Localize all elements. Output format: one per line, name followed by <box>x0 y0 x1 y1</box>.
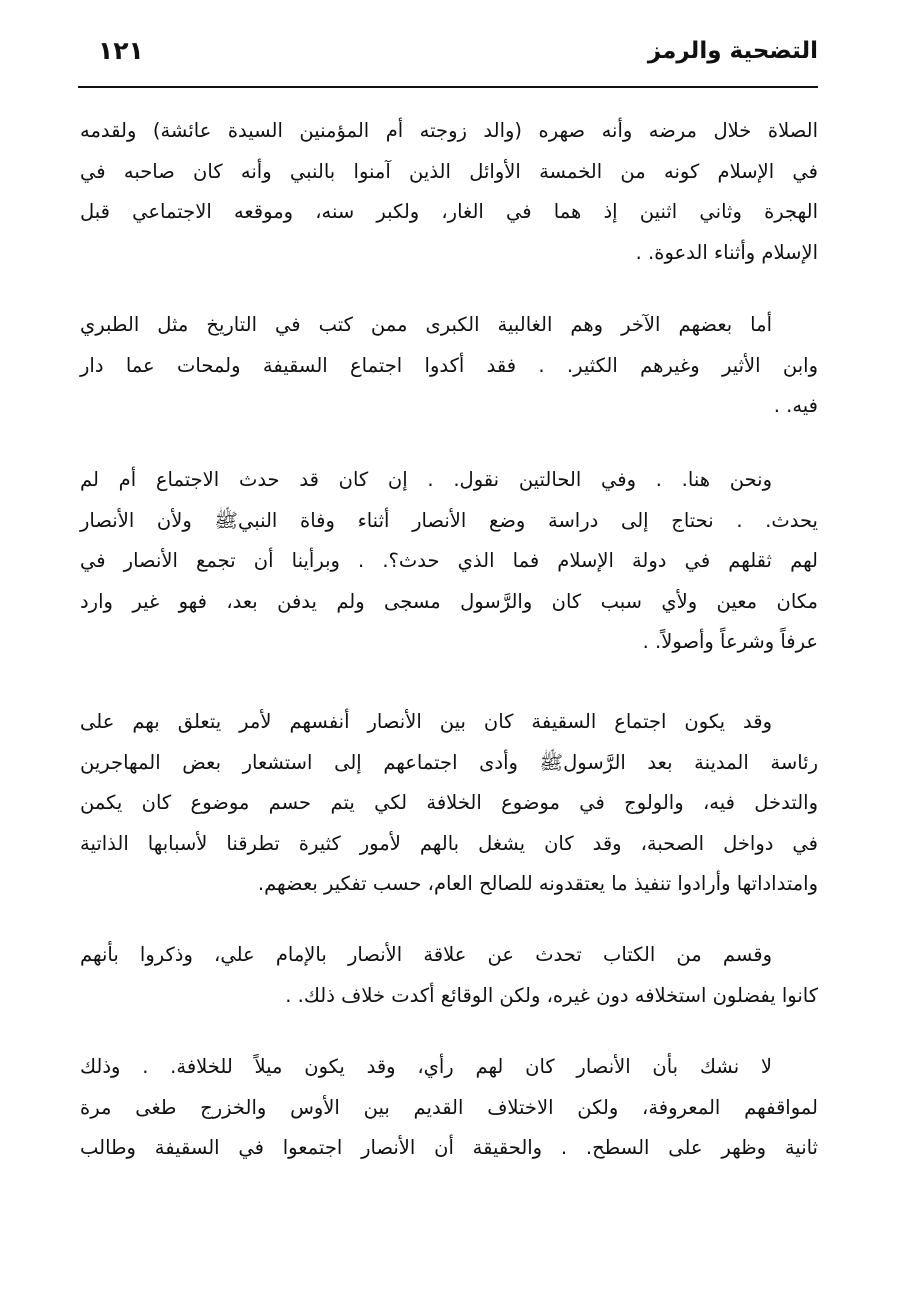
paragraph-3 <box>80 460 818 663</box>
running-title: التضحية والرمز <box>647 38 818 64</box>
text-line: وقد يكون اجتماع السقيفة كان بين الأنصار أنفسهم لأمر يتعلق بهم على <box>80 710 772 733</box>
text-line: في دواخل الصحبة، وقد كان يشغل بالهم لأمور كثيرة تطرقنا لأسبابها الذاتية <box>80 831 818 855</box>
page-number: ١٢١ <box>98 36 144 65</box>
text-line: ونحن هنا. . وفي الحالتين نقول. . إن كان قد حدث الاجتماع أم لم <box>80 468 772 491</box>
text-line: وامتداداتها وأرادوا تنفيذ ما يعتقدونه للصالح العام، حسب تفكير بعضهم. <box>257 872 818 895</box>
text-line: رئاسة المدينة بعد الرَّسولﷺ وأدى اجتماعهم إلى استشعار بعض المهاجرين <box>80 750 818 774</box>
text-line: لمواقفهم المعروفة، ولكن الاختلاف القديم بين الأوس والخزرج طغى مرة <box>80 1095 818 1119</box>
text-line: وابن الأثير وغيرهم الكثير. . فقد أكدوا اجتماع السقيفة ولمحات عما دار <box>80 353 818 377</box>
paragraph-2 <box>80 305 818 427</box>
header-divider <box>78 86 818 88</box>
paragraph-1 <box>80 111 818 273</box>
text-line: لهم ثقلهم في دولة الإسلام فما الذي حدث؟. . وبرأينا أن تجمع الأنصار في <box>80 549 818 572</box>
text-line: الهجرة وثاني اثنين إذ هما في الغار، ولكبر سنه، وموقعه الاجتماعي قبل <box>80 200 818 223</box>
text-line: الصلاة خلال مرضه وأنه صهره (والد زوجته أم المؤمنين السيدة عائشة) ولقدمه <box>80 119 818 142</box>
text-line: لا نشك بأن الأنصار كان لهم رأي، وقد يكون ميلاً للخلافة. . وذلك <box>80 1055 772 1078</box>
text-line: عرفاً وشرعاً وأصولاً. . <box>642 630 818 653</box>
paragraph-4 <box>80 702 818 905</box>
text-line: مكان معين ولأي سبب كان والرَّسول مسجى ولم يدفن بعد، فهو غير وارد <box>80 589 818 613</box>
text-line: والتدخل فيه، والولوج في موضوع الخلافة لكي يتم حسم موضوع كان يكمن <box>80 791 818 814</box>
text-line: يحدث. . نحتاج إلى دراسة وضع الأنصار أثناء وفاة النبيﷺ ولأن الأنصار <box>80 508 818 532</box>
text-line: في الإسلام كونه من الخمسة الأوائل الذين آمنوا بالنبي وأنه كان صاحبه في <box>80 159 818 183</box>
text-line: أما بعضهم الآخر وهم الغالبية الكبرى ممن كتب في التاريخ مثل الطبري <box>80 313 772 336</box>
text-line: ثانية وظهر على السطح. . والحقيقة أن الأنصار اجتمعوا في السقيفة وطالب <box>80 1136 818 1159</box>
text-line: وقسم من الكتاب تحدث عن علاقة الأنصار بالإمام علي، وذكروا بأنهم <box>80 943 772 966</box>
text-line: الإسلام وأثناء الدعوة. . <box>635 240 818 264</box>
text-line: فيه. . <box>773 394 818 417</box>
paragraph-5 <box>80 935 818 1016</box>
paragraph-6 <box>80 1047 818 1169</box>
text-line: كانوا يفضلون استخلافه دون غيره، ولكن الوقائع أكدت خلاف ذلك. . <box>285 983 818 1007</box>
